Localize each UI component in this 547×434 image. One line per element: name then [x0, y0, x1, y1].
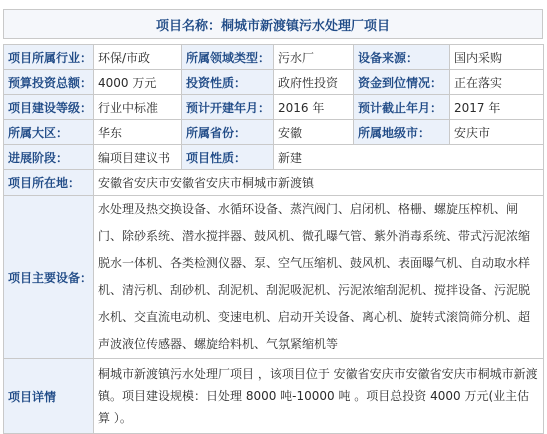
- city-label: 所属地级市：: [354, 120, 450, 145]
- equipment-source-value: 国内采购: [450, 45, 544, 70]
- table-row: [4, 120, 544, 145]
- industry-label: 项目所属行业：: [4, 45, 94, 70]
- project-nature-value: 新建: [274, 145, 544, 170]
- detail-label: 项目详情: [4, 359, 94, 434]
- region-value: 华东: [94, 120, 182, 145]
- detail-value: 桐城市新渡镇污水处理厂项目 ，该项目位于 安徽省安庆市安徽省安庆市桐城市新渡镇。项目建设规模：日处理 8000 吨-10000 吨 。项目总投资 4000 万元(业主估算 ）。: [94, 359, 544, 434]
- project-info-table: [3, 44, 544, 434]
- budget-value: 4000 万元: [94, 70, 182, 95]
- investment-nature-value: 政府性投资: [274, 70, 354, 95]
- project-nature-label: 项目性质：: [182, 145, 274, 170]
- region-label: 所属大区：: [4, 120, 94, 145]
- field-type-label: 所属领域类型：: [182, 45, 274, 70]
- location-value: 安徽省安庆市安徽省安庆市桐城市新渡镇: [94, 170, 544, 196]
- table-row: [4, 45, 544, 70]
- start-date-value: 2016 年: [274, 95, 354, 120]
- equipment-value: 水处理及热交换设备、水循环设备、蒸汽阀门、启闭机、格栅、螺旋压榨机、闸门、除砂系统、潜水搅拌器、鼓风机、微孔曝气管、紫外消毒系统、带式污泥浓缩脱水一体机、各类检测仪器、泵、空气压缩机、鼓风机、表面曝气机、自动取水样机、清污机、刮砂机、刮泥机、刮泥吸泥机、污泥浓缩刮泥机、搅拌设备、污泥脱水机、交直流电动机、变速电机、启动开关设备、离心机、旋转式滚筒筛分机、超声波液位传感器、螺旋给料机、气氛紧缩机等: [94, 196, 544, 359]
- funding-status-value: 正在落实: [450, 70, 544, 95]
- location-label: 项目所在地：: [4, 170, 94, 196]
- investment-nature-label: 投资性质：: [182, 70, 274, 95]
- construction-grade-label: 项目建设等级：: [4, 95, 94, 120]
- table-row: [4, 95, 544, 120]
- stage-label: 进展阶段：: [4, 145, 94, 170]
- province-label: 所属省份：: [182, 120, 274, 145]
- equipment-source-label: 设备来源：: [354, 45, 450, 70]
- end-date-value: 2017 年: [450, 95, 544, 120]
- construction-grade-value: 行业中标准: [94, 95, 182, 120]
- project-title: 项目名称：桐城市新渡镇污水处理厂项目: [3, 9, 543, 39]
- funding-status-label: 资金到位情况：: [354, 70, 450, 95]
- budget-label: 预算投资总额：: [4, 70, 94, 95]
- equipment-label: 项目主要设备：: [4, 196, 94, 359]
- table-row: [4, 70, 544, 95]
- city-value: 安庆市: [450, 120, 544, 145]
- province-value: 安徽: [274, 120, 354, 145]
- table-row: [4, 196, 544, 359]
- start-date-label: 预计开建年月：: [182, 95, 274, 120]
- industry-value: 环保/市政: [94, 45, 182, 70]
- table-row: [4, 145, 544, 170]
- table-row: [4, 170, 544, 196]
- end-date-label: 预计截止年月：: [354, 95, 450, 120]
- table-row: [4, 359, 544, 434]
- field-type-value: 污水厂: [274, 45, 354, 70]
- stage-value: 编项目建议书: [94, 145, 182, 170]
